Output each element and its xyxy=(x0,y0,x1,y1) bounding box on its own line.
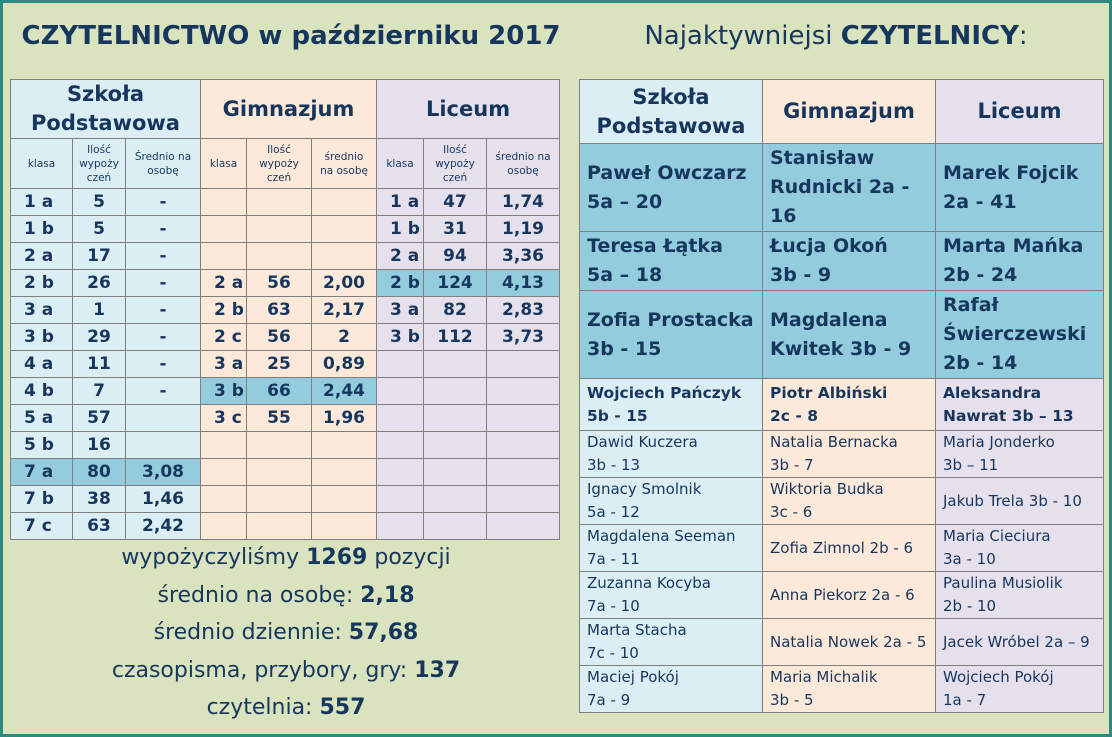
top-readers-title-prefix: Najaktywniejsi xyxy=(644,21,841,51)
reader-class-count: 7a - 10 xyxy=(587,597,640,615)
readers-row xyxy=(580,232,1104,291)
lic-class-cell xyxy=(377,378,424,405)
group-header-lic: Liceum xyxy=(377,80,560,139)
gim-average-cell: 2,44 xyxy=(312,378,377,405)
sp-class-cell: 7 a xyxy=(11,459,73,486)
sp-class-cell: 1 a xyxy=(11,189,73,216)
lic-class-cell: 2 b xyxy=(377,270,424,297)
gim-loans-cell xyxy=(247,486,312,513)
reader-name: Maciej Pokój xyxy=(587,668,679,686)
subheader-text: czeń xyxy=(442,171,468,184)
lic-average-cell: 3,73 xyxy=(487,324,560,351)
reader-cell-gim xyxy=(763,232,936,291)
reader-class-count: 2c - 8 xyxy=(770,406,818,425)
reader-name: Maria Cieciura xyxy=(943,527,1051,545)
summary-text: średnio na osobę: xyxy=(157,582,361,608)
top-readers-title-suffix: : xyxy=(1018,21,1028,51)
reader-cell-sp xyxy=(580,666,763,713)
reader-class-count: 3b - 13 xyxy=(587,456,641,474)
sp-loans-cell: 5 xyxy=(73,189,126,216)
gim-class-cell: 2 a xyxy=(201,270,247,297)
reader-name: Maria Jonderko xyxy=(943,433,1055,451)
lic-average-cell: 1,19 xyxy=(487,216,560,243)
gim-class-cell: 3 c xyxy=(201,405,247,432)
reader-class-count: 3b – 11 xyxy=(943,456,999,474)
lic-class-cell xyxy=(377,405,424,432)
reader-cell-sp xyxy=(580,291,763,379)
lic-average-cell: 3,36 xyxy=(487,243,560,270)
lic-average-cell xyxy=(487,378,560,405)
stats-row xyxy=(11,216,560,243)
readers-row xyxy=(580,431,1104,478)
lic-class-cell: 1 b xyxy=(377,216,424,243)
subheader-text: Średnio na xyxy=(134,150,192,163)
reader-class-count: 3b - 9 xyxy=(770,264,832,286)
lic-average-cell xyxy=(487,486,560,513)
sp-loans-cell: 80 xyxy=(73,459,126,486)
summary-value: 57,68 xyxy=(348,620,419,645)
top-readers-title-bold: CZYTELNICY xyxy=(840,21,1019,51)
sp-class-cell: 2 a xyxy=(11,243,73,270)
lic-class-cell: 1 a xyxy=(377,189,424,216)
reader-name: Marek Fojcik xyxy=(943,161,1079,184)
subheader-text: wypoży xyxy=(79,157,119,170)
sp-average-cell: - xyxy=(126,351,201,378)
lic-class-cell xyxy=(377,459,424,486)
stats-row xyxy=(11,513,560,540)
lic-average-cell: 2,83 xyxy=(487,297,560,324)
sp-average-cell xyxy=(126,432,201,459)
reader-cell-lic xyxy=(936,379,1104,431)
lic-average-cell xyxy=(487,513,560,540)
summary-text: pozycji xyxy=(367,545,451,570)
top-readers-table xyxy=(579,79,1104,713)
gim-class-cell: 3 b xyxy=(201,378,247,405)
lic-loans-cell xyxy=(424,378,487,405)
reader-name: Paweł Owczarz xyxy=(587,161,747,184)
reader-cell-gim xyxy=(763,666,936,713)
reader-name: Natalia Nowek 2a - 5 xyxy=(770,632,927,651)
summary-line-borrowed xyxy=(11,539,561,577)
reader-cell-lic xyxy=(936,619,1104,666)
gim-loans-cell xyxy=(247,189,312,216)
reader-name: Jacek Wróbel 2a – 9 xyxy=(943,632,1090,651)
gim-class-cell: 3 a xyxy=(201,351,247,378)
gim-class-cell: 2 c xyxy=(201,324,247,351)
lic-loans-cell: 112 xyxy=(424,324,487,351)
readers-row xyxy=(580,572,1104,619)
stats-row xyxy=(11,432,560,459)
stats-row xyxy=(11,189,560,216)
reading-stats-table xyxy=(10,79,560,540)
lic-average-cell xyxy=(487,432,560,459)
lic-average-cell xyxy=(487,351,560,378)
lic-loans-cell: 47 xyxy=(424,189,487,216)
sp-average-cell: - xyxy=(126,297,201,324)
gim-class-cell xyxy=(201,189,247,216)
readers-row xyxy=(580,478,1104,525)
lic-average-cell xyxy=(487,459,560,486)
sp-loans-cell: 26 xyxy=(73,270,126,297)
lic-loans-cell: 31 xyxy=(424,216,487,243)
reader-class-count: 5a – 20 xyxy=(587,190,663,213)
sp-class-cell: 1 b xyxy=(11,216,73,243)
reader-name: Piotr Albiński xyxy=(770,383,888,402)
subheader-klasa: klasa xyxy=(377,139,424,189)
lic-class-cell: 2 a xyxy=(377,243,424,270)
stats-row xyxy=(11,378,560,405)
reader-cell-sp xyxy=(580,478,763,525)
lic-loans-cell xyxy=(424,486,487,513)
gim-loans-cell: 66 xyxy=(247,378,312,405)
subheader-text: średnio xyxy=(324,150,364,163)
lic-loans-cell xyxy=(424,513,487,540)
reader-class-count: 3b - 5 xyxy=(770,691,814,709)
subheader-text: czeń xyxy=(266,171,292,184)
reader-class-count: Nawrat 3b – 13 xyxy=(943,406,1074,425)
sp-average-cell: - xyxy=(126,378,201,405)
reader-cell-lic xyxy=(936,478,1104,525)
gim-average-cell: 0,89 xyxy=(312,351,377,378)
sp-average-cell: - xyxy=(126,243,201,270)
gim-loans-cell xyxy=(247,513,312,540)
subheader-text: na osobę xyxy=(320,164,368,177)
sp-average-cell xyxy=(126,405,201,432)
reader-cell-gim xyxy=(763,478,936,525)
gim-class-cell xyxy=(201,216,247,243)
reader-class-count: 2b - 24 xyxy=(943,264,1018,286)
reader-class-count: 5a – 18 xyxy=(587,264,663,286)
gim-average-cell xyxy=(312,432,377,459)
sp-average-cell: 3,08 xyxy=(126,459,201,486)
gim-class-cell xyxy=(201,459,247,486)
reader-cell-gim xyxy=(763,431,936,478)
reader-class-count: 3b - 7 xyxy=(770,456,814,474)
gim-class-cell: 2 b xyxy=(201,297,247,324)
summary-text: średnio dziennie: xyxy=(153,620,349,645)
subheader-srednio xyxy=(487,139,560,189)
sp-loans-cell: 29 xyxy=(73,324,126,351)
lic-loans-cell: 94 xyxy=(424,243,487,270)
subheader-text: osobę xyxy=(507,164,539,177)
reader-name-cont: Świerczewski xyxy=(943,323,1087,345)
subheader-text: wypoży xyxy=(435,157,475,170)
reader-cell-lic xyxy=(936,431,1104,478)
sp-loans-cell: 7 xyxy=(73,378,126,405)
subheader-srednio xyxy=(312,139,377,189)
reader-name: Anna Piekorz 2a - 6 xyxy=(770,585,915,604)
sp-class-cell: 7 c xyxy=(11,513,73,540)
gim-average-cell xyxy=(312,513,377,540)
subheader-text: średnio na xyxy=(495,150,551,163)
lic-loans-cell: 82 xyxy=(424,297,487,324)
reader-class-count: 2b - 14 xyxy=(943,352,1018,374)
gim-average-cell xyxy=(312,216,377,243)
sp-loans-cell: 38 xyxy=(73,486,126,513)
sp-class-cell: 5 b xyxy=(11,432,73,459)
readers-row xyxy=(580,525,1104,572)
reader-name: Zuzanna Kocyba xyxy=(587,574,711,592)
gim-class-cell xyxy=(201,513,247,540)
sp-loans-cell: 16 xyxy=(73,432,126,459)
readers-row xyxy=(580,144,1104,232)
subheader-text: Ilość xyxy=(267,143,291,156)
reader-name: Wojciech Pańczyk xyxy=(587,383,742,402)
summary-value: 1269 xyxy=(306,545,368,570)
reader-name: Aleksandra xyxy=(943,383,1042,402)
lic-loans-cell xyxy=(424,432,487,459)
subheader-klasa: klasa xyxy=(11,139,73,189)
reader-cell-lic xyxy=(936,525,1104,572)
sp-loans-cell: 5 xyxy=(73,216,126,243)
reader-name: Magdalena Seeman xyxy=(587,527,736,545)
sp-average-cell: - xyxy=(126,216,201,243)
subheader-text: czeń xyxy=(86,171,112,184)
reader-cell-sp xyxy=(580,525,763,572)
reader-name: Wojciech Pokój xyxy=(943,668,1054,686)
sp-class-cell: 3 a xyxy=(11,297,73,324)
subheader-ilosc xyxy=(247,139,312,189)
reader-name: Maria Michalik xyxy=(770,668,878,686)
reader-cell-gim xyxy=(763,619,936,666)
readers-row xyxy=(580,379,1104,431)
gim-class-cell xyxy=(201,432,247,459)
gim-class-cell xyxy=(201,243,247,270)
summary-text: czytelnia: xyxy=(206,695,320,720)
sp-loans-cell: 11 xyxy=(73,351,126,378)
gim-loans-cell: 55 xyxy=(247,405,312,432)
reader-class-count: 2b - 10 xyxy=(943,597,997,615)
sp-loans-cell: 17 xyxy=(73,243,126,270)
summary-line-magazines xyxy=(11,652,561,690)
reader-name: Natalia Bernacka xyxy=(770,433,898,451)
lic-class-cell: 3 a xyxy=(377,297,424,324)
top-readers-title xyxy=(581,21,1091,51)
stats-row xyxy=(11,243,560,270)
readers-row xyxy=(580,666,1104,713)
reader-cell-gim xyxy=(763,572,936,619)
subheader-srednio xyxy=(126,139,201,189)
sp-average-cell: - xyxy=(126,189,201,216)
lic-class-cell xyxy=(377,486,424,513)
stats-row xyxy=(11,351,560,378)
reader-name: Łucja Okoń xyxy=(770,235,888,257)
summary-line-reading-room xyxy=(11,689,561,727)
summary-line-per-person xyxy=(11,577,561,615)
readers-header-school xyxy=(580,80,763,144)
reader-name: Marta Stacha xyxy=(587,621,687,639)
group-header-school-line1: Szkoła xyxy=(66,82,145,106)
subheader-klasa: klasa xyxy=(201,139,247,189)
lic-average-cell xyxy=(487,405,560,432)
sp-class-cell: 7 b xyxy=(11,486,73,513)
reader-name: Zofia Prostacka xyxy=(587,308,754,331)
summary-text: czasopisma, przybory, gry: xyxy=(111,657,415,683)
gim-loans-cell: 63 xyxy=(247,297,312,324)
gim-average-cell xyxy=(312,486,377,513)
gim-loans-cell: 56 xyxy=(247,270,312,297)
lic-loans-cell xyxy=(424,405,487,432)
reader-cell-lic xyxy=(936,144,1104,232)
readers-header-gim: Gimnazjum xyxy=(763,80,936,144)
reader-cell-gim xyxy=(763,525,936,572)
reader-name: Stanisław xyxy=(770,147,875,169)
reader-cell-gim xyxy=(763,379,936,431)
sp-class-cell: 4 a xyxy=(11,351,73,378)
reading-stats-title: CZYTELNICTWO w październiku 2017 xyxy=(21,21,561,51)
sp-loans-cell: 57 xyxy=(73,405,126,432)
sp-class-cell: 5 a xyxy=(11,405,73,432)
reader-cell-lic xyxy=(936,232,1104,291)
gim-class-cell xyxy=(201,486,247,513)
summary-block xyxy=(11,539,561,727)
reader-cell-sp xyxy=(580,379,763,431)
reader-class-count: 2a - 41 xyxy=(943,190,1017,213)
lic-class-cell xyxy=(377,432,424,459)
reader-class-count: 3a - 10 xyxy=(943,550,996,568)
subheader-ilosc xyxy=(73,139,126,189)
reader-class-count: 7c - 10 xyxy=(587,644,639,662)
reader-name: Wiktoria Budka xyxy=(770,480,884,498)
summary-value: 2,18 xyxy=(360,582,415,608)
reader-cell-sp xyxy=(580,144,763,232)
lic-loans-cell xyxy=(424,459,487,486)
reader-cell-gim xyxy=(763,144,936,232)
reader-name: Zofia Zimnol 2b - 6 xyxy=(770,538,914,557)
reader-class-count: 7a - 9 xyxy=(587,691,631,709)
gim-loans-cell: 56 xyxy=(247,324,312,351)
gim-loans-cell xyxy=(247,432,312,459)
reader-class-count: Kwitek 3b - 9 xyxy=(770,337,912,360)
subheader-text: Ilość xyxy=(443,143,467,156)
gim-average-cell: 1,96 xyxy=(312,405,377,432)
reader-class-count: 3c - 6 xyxy=(770,503,813,521)
reader-class-count: 5a - 12 xyxy=(587,503,640,521)
gim-average-cell xyxy=(312,189,377,216)
summary-line-daily xyxy=(11,614,561,652)
reader-class-count: 7a - 11 xyxy=(587,550,640,568)
reader-class-count: Rudnicki 2a - 16 xyxy=(770,176,910,227)
reader-name: Ignacy Smolnik xyxy=(587,480,702,498)
reader-class-count: 1a - 7 xyxy=(943,691,987,709)
readers-header-school-line2: Podstawowa xyxy=(596,113,746,138)
reader-class-count: 5b - 15 xyxy=(587,406,648,425)
stats-row xyxy=(11,324,560,351)
group-header-gim: Gimnazjum xyxy=(201,80,377,139)
reader-name: Magdalena xyxy=(770,308,888,331)
sp-class-cell: 2 b xyxy=(11,270,73,297)
sp-average-cell: - xyxy=(126,324,201,351)
sp-average-cell: - xyxy=(126,270,201,297)
reader-name: Dawid Kuczera xyxy=(587,433,698,451)
subheader-text: Ilość xyxy=(87,143,111,156)
sp-loans-cell: 1 xyxy=(73,297,126,324)
reader-cell-gim xyxy=(763,291,936,379)
reader-name: Jakub Trela 3b - 10 xyxy=(943,491,1082,510)
stats-row xyxy=(11,270,560,297)
reader-name: Teresa Łątka xyxy=(587,235,723,257)
reader-cell-lic xyxy=(936,291,1104,379)
gim-loans-cell xyxy=(247,459,312,486)
lic-loans-cell xyxy=(424,351,487,378)
readers-header-lic: Liceum xyxy=(936,80,1104,144)
gim-loans-cell: 25 xyxy=(247,351,312,378)
gim-average-cell xyxy=(312,459,377,486)
readers-header-school-line1: Szkoła xyxy=(632,84,710,109)
reader-name: Paulina Musiolik xyxy=(943,574,1063,592)
sp-class-cell: 3 b xyxy=(11,324,73,351)
lic-class-cell xyxy=(377,513,424,540)
reader-cell-lic xyxy=(936,572,1104,619)
sp-average-cell: 2,42 xyxy=(126,513,201,540)
reader-cell-lic xyxy=(936,666,1104,713)
gim-average-cell: 2,00 xyxy=(312,270,377,297)
group-header-school-line2: Podstawowa xyxy=(31,111,180,135)
reader-cell-sp xyxy=(580,232,763,291)
gim-loans-cell xyxy=(247,243,312,270)
subheader-text: wypoży xyxy=(259,157,299,170)
lic-class-cell xyxy=(377,351,424,378)
readers-row xyxy=(580,291,1104,379)
sp-class-cell: 4 b xyxy=(11,378,73,405)
lic-loans-cell: 124 xyxy=(424,270,487,297)
summary-text: wypożyczyliśmy xyxy=(121,545,307,570)
summary-value: 137 xyxy=(414,657,461,683)
group-header-school xyxy=(11,80,201,139)
stats-row xyxy=(11,297,560,324)
stats-row xyxy=(11,405,560,432)
sp-average-cell: 1,46 xyxy=(126,486,201,513)
gim-loans-cell xyxy=(247,216,312,243)
gim-average-cell: 2 xyxy=(312,324,377,351)
stats-row xyxy=(11,486,560,513)
subheader-ilosc xyxy=(424,139,487,189)
stats-row xyxy=(11,459,560,486)
reader-name: Marta Mańka xyxy=(943,235,1084,257)
lic-average-cell: 1,74 xyxy=(487,189,560,216)
reader-cell-sp xyxy=(580,619,763,666)
reader-cell-sp xyxy=(580,572,763,619)
gim-average-cell xyxy=(312,243,377,270)
lic-average-cell: 4,13 xyxy=(487,270,560,297)
reader-class-count: 3b - 15 xyxy=(587,337,662,360)
reader-cell-sp xyxy=(580,431,763,478)
gim-average-cell: 2,17 xyxy=(312,297,377,324)
summary-value: 557 xyxy=(319,695,366,720)
subheader-text: osobę xyxy=(147,164,179,177)
sp-loans-cell: 63 xyxy=(73,513,126,540)
lic-class-cell: 3 b xyxy=(377,324,424,351)
reader-name: Rafał xyxy=(943,294,999,316)
readers-row xyxy=(580,619,1104,666)
